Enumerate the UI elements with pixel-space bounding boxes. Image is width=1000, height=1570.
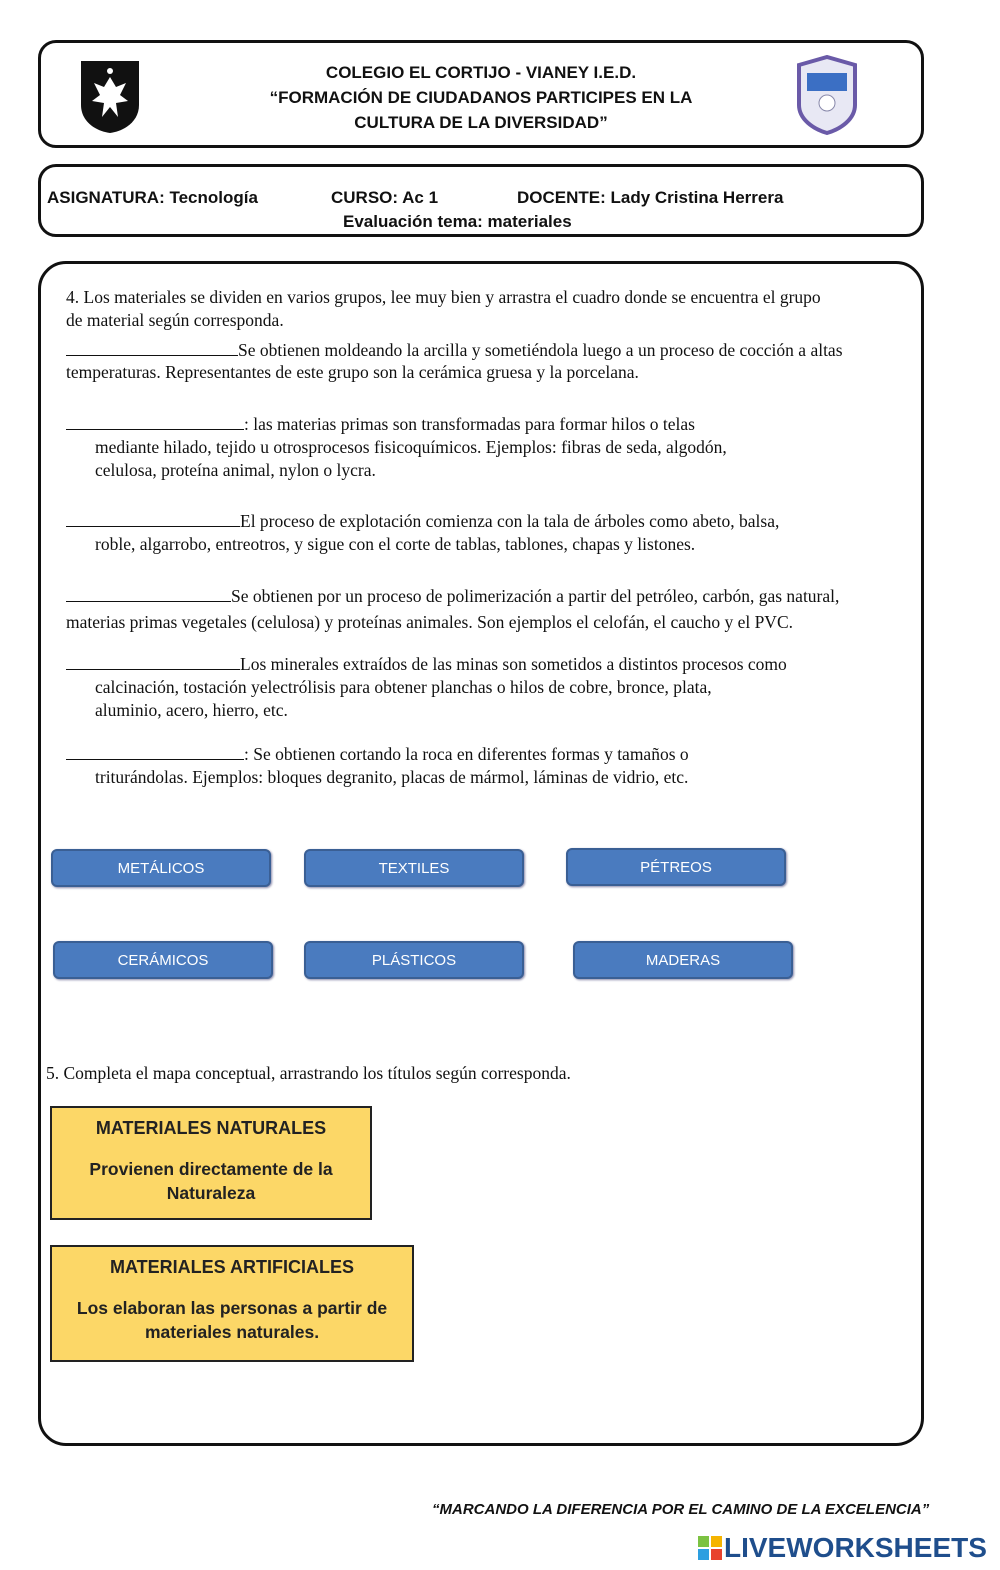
teacher: DOCENTE: Lady Cristina Herrera <box>517 188 784 207</box>
course: CURSO: Ac 1 <box>331 188 439 207</box>
live-blocks-icon <box>698 1536 722 1560</box>
q4-intro: 4. Los materiales se dividen en varios grupos, lee muy bien y arrastra el cuadro donde se encuentra el grupo <box>66 287 821 307</box>
footer-slogan: “MARCANDO LA DIFERENCIA POR EL CAMINO DE LA EXCELENCIA” <box>432 1501 930 1518</box>
q4-item-5-line-3: aluminio, acero, hierro, etc. <box>95 700 288 720</box>
drop-target-5[interactable] <box>66 655 240 670</box>
q5-intro: 5. Completa el mapa conceptual, arrastrando los títulos según corresponda. <box>46 1063 571 1083</box>
school-name: COLEGIO EL CORTIJO - VIANEY I.E.D. <box>325 63 637 82</box>
q4-item-3-line-2: roble, algarrobo, entreotros, y sigue con el corte de tablas, tablones, chapas y listones. <box>95 534 696 554</box>
option-textiles[interactable]: TEXTILES <box>304 849 524 887</box>
q4-item-6: : Se obtienen cortando la roca en diferentes formas y tamaños o <box>66 744 689 765</box>
option-metalicos[interactable]: METÁLICOS <box>51 849 271 887</box>
info-box <box>38 164 924 237</box>
q4-intro-2: de material según corresponda. <box>66 310 284 330</box>
drop-target-2[interactable] <box>66 415 244 430</box>
q4-item-3: El proceso de explotación comienza con la tala de árboles como abeto, balsa, <box>66 511 779 532</box>
liveworksheets-logo: LIVEWORKSHEETS <box>698 1532 987 1564</box>
card-materiales-artificiales[interactable]: MATERIALES ARTIFICIALES Los elaboran las personas a partir de materiales naturales. <box>50 1245 414 1362</box>
school-shield-icon <box>793 55 861 135</box>
option-ceramicos[interactable]: CERÁMICOS <box>53 941 273 979</box>
option-plasticos[interactable]: PLÁSTICOS <box>304 941 524 979</box>
q4-item-2: : las materias primas son transformadas para formar hilos o telas <box>66 414 695 435</box>
q4-item-5-line-2: calcinación, tostación yelectrólisis para obtener planchas o hilos de cobre, bronce, plata, <box>95 677 712 697</box>
motto-line-2: CULTURA DE LA DIVERSIDAD” <box>354 113 608 132</box>
q4-item-2-line-2: mediante hilado, tejido u otrosprocesos fisicoquímicos. Ejemplos: fibras de seda, algodón, <box>95 437 727 457</box>
card-materiales-naturales[interactable]: MATERIALES NATURALES Provienen directamente de la Naturaleza <box>50 1106 372 1220</box>
q4-item-5: Los minerales extraídos de las minas son sometidos a distintos procesos como <box>66 654 787 675</box>
subject: ASIGNATURA: Tecnología <box>47 188 258 207</box>
drop-target-4[interactable] <box>66 587 231 602</box>
q4-item-6-line-2: triturándolas. Ejemplos: bloques degranito, placas de mármol, láminas de vidrio, etc. <box>95 767 689 787</box>
drop-target-6[interactable] <box>66 745 244 760</box>
drop-target-1[interactable] <box>66 341 238 356</box>
evaluation-topic: Evaluación tema: materiales <box>343 212 572 231</box>
option-maderas[interactable]: MADERAS <box>573 941 793 979</box>
q4-item-4-line-2: materias primas vegetales (celulosa) y proteínas animales. Son ejemplos el celofán, el caucho y el PVC. <box>66 612 793 632</box>
q4-item-1-line-2: temperaturas. Representantes de este grupo son la cerámica gruesa y la porcelana. <box>66 362 639 382</box>
q4-item-1: Se obtienen moldeando la arcilla y sometiéndola luego a un proceso de cocción a altas <box>66 340 843 361</box>
motto-line-1: “FORMACIÓN DE CIUDADANOS PARTICIPES EN LA <box>269 88 693 107</box>
q4-item-2-line-3: celulosa, proteína animal, nylon o lycra. <box>95 460 376 480</box>
q4-item-4: Se obtienen por un proceso de polimerización a partir del petróleo, carbón, gas natural, <box>66 586 839 607</box>
header-box <box>38 40 924 148</box>
drop-target-3[interactable] <box>66 512 240 527</box>
option-petreos[interactable]: PÉTREOS <box>566 848 786 886</box>
